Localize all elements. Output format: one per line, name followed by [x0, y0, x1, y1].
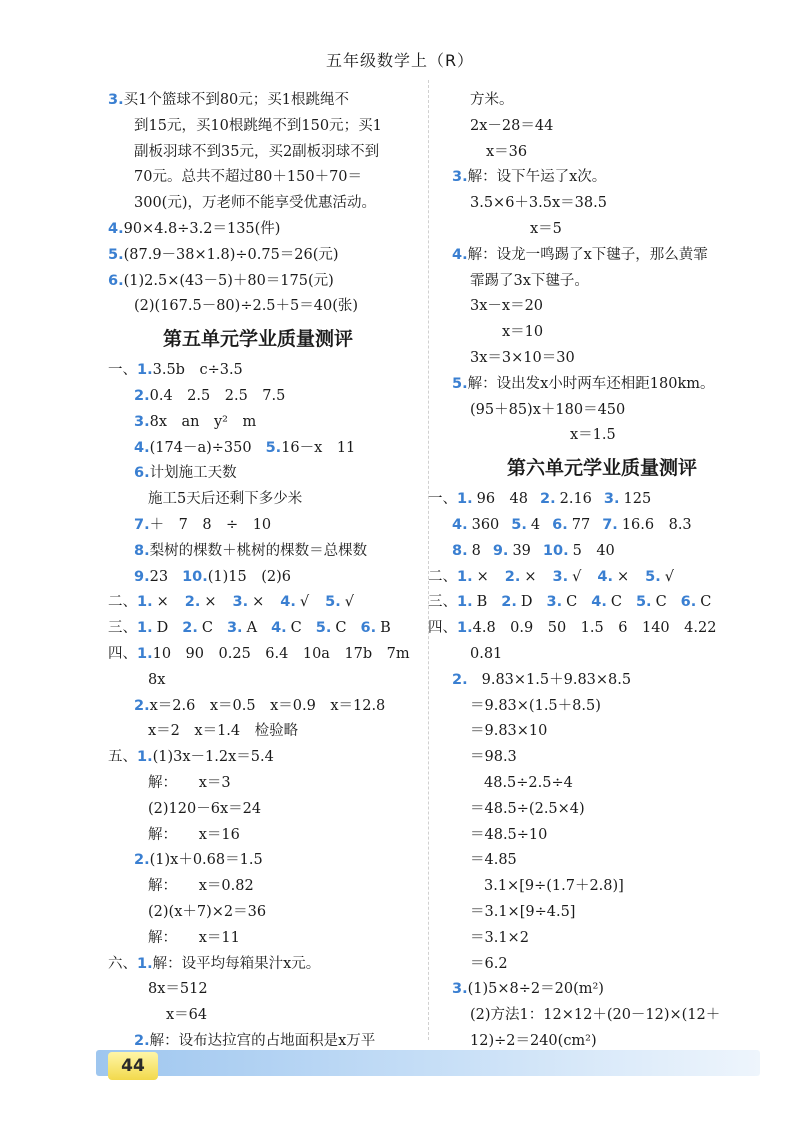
- page-number: 44: [108, 1052, 158, 1080]
- answer-line: 解： x＝3: [148, 774, 231, 791]
- question-number: 5.: [265, 439, 282, 456]
- question-number: 5.: [452, 375, 468, 392]
- answer-line: [452, 165, 752, 191]
- answer-line: [428, 590, 752, 616]
- answer-text: 梨树的棵数＋桃树的棵数＝总棵数: [149, 542, 368, 559]
- question-number: 1.: [137, 645, 153, 662]
- answer-line: 霏踢了3x下毽子。: [470, 272, 589, 289]
- answer-line: [108, 269, 408, 295]
- answer-line: ＝3.1×[9÷4.5]: [470, 903, 576, 920]
- answer-line: 到15元，买10根跳绳不到150元；买1: [134, 117, 382, 134]
- question-number: 6.: [360, 620, 377, 637]
- answer-line: ＝4.85: [470, 852, 517, 869]
- question-number: 3.: [134, 413, 150, 430]
- question-number: 4.: [134, 439, 150, 456]
- question-number: 4.: [452, 516, 468, 533]
- answer-text: 77: [571, 516, 591, 533]
- answer-line: (2)(x＋7)×2＝36: [148, 903, 267, 920]
- column-divider: [428, 80, 429, 1040]
- answer-text: 买1个篮球不到80元；买1根跳绳不: [123, 92, 350, 108]
- question-number: 2.: [134, 697, 150, 714]
- right-column: [428, 88, 752, 1055]
- question-number: 10.: [182, 568, 208, 585]
- answer-text: 4.8 0.9 50 1.5 6 140 4.22: [472, 620, 717, 637]
- answer-text: √: [299, 594, 310, 611]
- answer-text: (1)5×8÷2＝20(m²): [467, 981, 604, 998]
- question-number: 3.: [552, 568, 569, 585]
- answer-text: ×: [524, 568, 537, 585]
- answer-text: ×: [617, 568, 630, 585]
- answer-text: C: [335, 620, 347, 637]
- question-number: 3.: [603, 491, 620, 508]
- answer-line: (2)(167.5－80)÷2.5＋5＝40(张): [134, 298, 359, 315]
- section-label: 六、: [108, 955, 137, 972]
- question-number: 5.: [645, 568, 661, 585]
- unit6-title: 第六单元学业质量测评: [506, 457, 697, 480]
- answer-line: 3x＝3×10＝30: [470, 349, 575, 366]
- left-column: [108, 88, 408, 1055]
- answer-line: 8x: [148, 671, 166, 688]
- answer-text: ×: [156, 594, 169, 611]
- answer-text: C: [201, 620, 213, 637]
- answer-line: 解： x＝11: [148, 929, 240, 946]
- answer-line: 施工5天后还剩下多少米: [148, 491, 303, 508]
- answer-text: (1)15 (2)6: [207, 568, 292, 585]
- section-label: 二、: [108, 594, 137, 611]
- answer-line: 副板羽球不到35元，买2副板羽球不到: [134, 143, 380, 160]
- answer-text: B: [380, 620, 391, 637]
- answer-line: [428, 565, 752, 591]
- answer-line: [108, 461, 408, 487]
- answer-text: 23: [149, 568, 169, 585]
- answer-line: 2x－28＝44: [470, 117, 554, 134]
- answer-text: 125: [623, 491, 652, 508]
- answer-text: B: [476, 594, 488, 611]
- answer-text: (87.9－38×1.8)÷0.75＝26(元): [123, 246, 339, 263]
- question-number: 1.: [457, 491, 473, 508]
- answer-text: 8: [471, 542, 481, 559]
- answer-text: 16－x 11: [281, 439, 356, 456]
- answer-text: (1)2.5×(43－5)＋80＝175(元): [123, 272, 334, 289]
- answer-text: 16.6 8.3: [621, 516, 692, 533]
- question-number: 1.: [457, 568, 473, 585]
- answer-line: x＝2 x＝1.4 检验略: [148, 723, 299, 740]
- question-number: 5.: [511, 516, 527, 533]
- answer-text: 解：设下午运了x次。: [467, 169, 607, 186]
- question-number: 5.: [315, 620, 332, 637]
- question-number: 10.: [542, 542, 569, 559]
- answer-text: √: [664, 568, 675, 585]
- answer-text: √: [344, 594, 355, 611]
- question-number: 3.: [452, 169, 468, 186]
- question-number: 3.: [226, 620, 243, 637]
- answer-line: [108, 88, 408, 114]
- answer-line: [452, 668, 752, 694]
- answer-text: 8x an y² m: [149, 413, 257, 430]
- answer-line: 3.1×[9÷(1.7＋2.8)]: [484, 878, 624, 895]
- question-number: 2.: [540, 491, 556, 508]
- answer-line: ＝3.1×2: [470, 929, 529, 946]
- question-number: 9.: [134, 568, 150, 585]
- question-number: 3.: [232, 594, 249, 611]
- answer-line: [108, 590, 408, 616]
- answer-line: [108, 539, 408, 565]
- question-number: 3.: [108, 92, 124, 108]
- answer-text: x＝2.6 x＝0.5 x＝0.9 x＝12.8: [149, 697, 386, 714]
- answer-line: [108, 694, 408, 720]
- choice-list: [137, 620, 391, 636]
- question-number: 1.: [137, 955, 153, 972]
- question-number: 1.: [137, 620, 153, 637]
- question-number: 2.: [184, 594, 201, 611]
- question-number: 5.: [108, 246, 124, 263]
- question-number: 5.: [635, 594, 652, 611]
- unit5-title: 第五单元学业质量测评: [162, 328, 353, 351]
- answer-line: [452, 977, 752, 1003]
- answer-line: [428, 616, 752, 642]
- answer-text: 解：设布达拉宫的占地面积是x万平: [149, 1032, 376, 1049]
- question-number: 3.: [452, 981, 468, 998]
- answer-text: (174－a)÷350: [149, 439, 252, 456]
- answer-line: x＝64: [166, 1007, 208, 1024]
- answer-text: ＋ 7 8 ÷ 10: [149, 516, 272, 533]
- answer-line: (2)方法1：12×12＋(20－12)×(12＋: [470, 1007, 721, 1024]
- answer-text: C: [655, 594, 667, 611]
- judgement-list: [137, 594, 354, 610]
- answer-line: [108, 616, 408, 642]
- question-number: 1.: [137, 594, 153, 611]
- answer-line: [452, 513, 752, 539]
- answer-text: (1)3x－1.2x＝5.4: [152, 749, 274, 766]
- section-label: 四、: [428, 620, 457, 637]
- answer-line: ＝98.3: [470, 749, 517, 766]
- fill-blank-row: [452, 543, 615, 559]
- answer-text: D: [156, 620, 169, 637]
- question-number: 2.: [182, 620, 198, 637]
- section-label: 一、: [428, 491, 457, 508]
- answer-line: [108, 243, 408, 269]
- section-label: 三、: [428, 594, 457, 611]
- answer-line: 3.5×6＋3.5x＝38.5: [470, 195, 607, 212]
- fill-blank-row: [452, 517, 692, 533]
- answer-text: 解：设平均每箱果汁x元。: [152, 955, 321, 972]
- question-number: 1.: [137, 362, 153, 379]
- answer-line: (2)120－6x＝24: [148, 800, 262, 817]
- answer-line: 300(元)，万老师不能享受优惠活动。: [134, 195, 376, 212]
- question-number: 6.: [134, 465, 150, 482]
- section-label: 二、: [428, 568, 457, 585]
- answer-line: [452, 539, 752, 565]
- answer-text: C: [610, 594, 622, 611]
- answer-text: 90×4.8÷3.2＝135(件): [123, 220, 281, 237]
- question-number: 9.: [492, 542, 509, 559]
- answer-text: ×: [476, 568, 489, 585]
- answer-line: x＝1.5: [570, 427, 616, 444]
- section-label: 五、: [108, 749, 137, 766]
- answer-text: 2.16: [559, 491, 592, 508]
- answer-line: 0.81: [470, 645, 503, 662]
- question-number: 4.: [280, 594, 296, 611]
- question-number: 4.: [108, 220, 124, 237]
- answer-text: 解：设龙一鸣踢了x下毽子，那么黄霏: [467, 246, 708, 263]
- answer-line: [452, 243, 752, 269]
- choice-list: [457, 594, 711, 610]
- answer-line: x＝36: [486, 143, 528, 160]
- answer-line: ＝6.2: [470, 955, 508, 972]
- question-number: 2.: [134, 852, 150, 869]
- question-number: 7.: [602, 516, 618, 533]
- answer-line: [108, 642, 408, 668]
- question-number: 7.: [134, 516, 150, 533]
- answer-line: ＝9.83×10: [470, 723, 548, 740]
- answer-line: (95＋85)x＋180＝450: [470, 401, 626, 418]
- answer-line: 解： x＝0.82: [148, 878, 254, 895]
- answer-text: C: [700, 594, 712, 611]
- question-number: 4.: [597, 568, 613, 585]
- answer-text: 4: [530, 516, 541, 533]
- answer-line: [452, 372, 752, 398]
- answer-line: x＝5: [530, 220, 562, 237]
- answer-line: 8x＝512: [148, 981, 208, 998]
- question-number: 2.: [504, 568, 521, 585]
- answer-line: 3x－x＝20: [470, 298, 544, 315]
- answer-line: 方米。: [470, 92, 514, 108]
- answer-line: [108, 217, 408, 243]
- footer-bar: [96, 1050, 760, 1076]
- answer-text: (1)x＋0.68＝1.5: [149, 852, 263, 869]
- answer-text: 96 48: [476, 491, 529, 508]
- question-number: 4.: [271, 620, 287, 637]
- question-number: 2.: [501, 594, 517, 611]
- answer-line: [108, 745, 408, 771]
- question-number: 8.: [452, 542, 468, 559]
- answer-text: ×: [252, 594, 265, 611]
- answer-line: [108, 513, 408, 539]
- question-number: 2.: [134, 1032, 150, 1049]
- answer-line: [108, 358, 408, 384]
- answer-line: ＝48.5÷10: [470, 826, 548, 843]
- section-label: 三、: [108, 620, 137, 637]
- answer-line: [108, 952, 408, 978]
- question-number: 6.: [108, 272, 124, 289]
- answer-line: x＝10: [502, 324, 544, 341]
- section-label: 四、: [108, 645, 137, 662]
- answer-text: 39: [512, 542, 531, 559]
- answer-text: √: [572, 568, 582, 585]
- question-number: 1.: [457, 620, 473, 637]
- answer-text: 5 40: [572, 542, 615, 559]
- question-number: 6.: [680, 594, 697, 611]
- answer-text: 360: [471, 516, 500, 533]
- question-number: 1.: [457, 594, 473, 611]
- question-number: 3.: [546, 594, 563, 611]
- answer-text: 3.5b c÷3.5: [152, 362, 243, 379]
- answer-line: 70元。总共不超过80＋150＋70＝: [134, 169, 363, 186]
- answer-text: 计划施工天数: [149, 465, 237, 482]
- answer-line: 48.5÷2.5÷4: [484, 774, 573, 791]
- answer-text: 0.4 2.5 2.5 7.5: [149, 387, 286, 404]
- question-number: 4.: [452, 246, 468, 263]
- question-number: 5.: [325, 594, 341, 611]
- answer-line: ＝48.5÷(2.5×4): [470, 800, 585, 817]
- question-number: 4.: [591, 594, 607, 611]
- answer-text: 9.83×1.5＋9.83×8.5: [481, 671, 632, 688]
- question-number: 6.: [552, 516, 568, 533]
- answer-line: ＝9.83×(1.5＋8.5): [470, 697, 601, 714]
- question-number: 2.: [134, 387, 150, 404]
- answer-line: 解： x＝16: [148, 826, 240, 843]
- question-number: 8.: [134, 542, 150, 559]
- answer-text: C: [290, 620, 302, 637]
- answer-text: D: [520, 594, 533, 611]
- answer-line: [428, 487, 752, 513]
- answer-text: C: [566, 594, 578, 611]
- judgement-list: [457, 569, 674, 585]
- answer-line: [108, 410, 408, 436]
- answer-line: [108, 565, 408, 591]
- answer-text: 解：设出发x小时两车还相距180km。: [467, 375, 715, 392]
- answer-line: [108, 384, 408, 410]
- section-label: 一、: [108, 362, 137, 379]
- answer-text: 10 90 0.25 6.4 10a 17b 7m: [152, 645, 410, 662]
- page-header: 五年级数学上（R）: [325, 51, 475, 70]
- answer-line: [108, 848, 408, 874]
- question-number: 1.: [137, 749, 153, 766]
- answer-text: ×: [204, 594, 217, 611]
- fill-blank-row: [457, 491, 651, 507]
- question-number: 2.: [452, 671, 468, 688]
- answer-line: 12)÷2＝240(cm²): [470, 1032, 597, 1049]
- answer-line: [108, 436, 408, 462]
- answer-text: A: [246, 620, 258, 637]
